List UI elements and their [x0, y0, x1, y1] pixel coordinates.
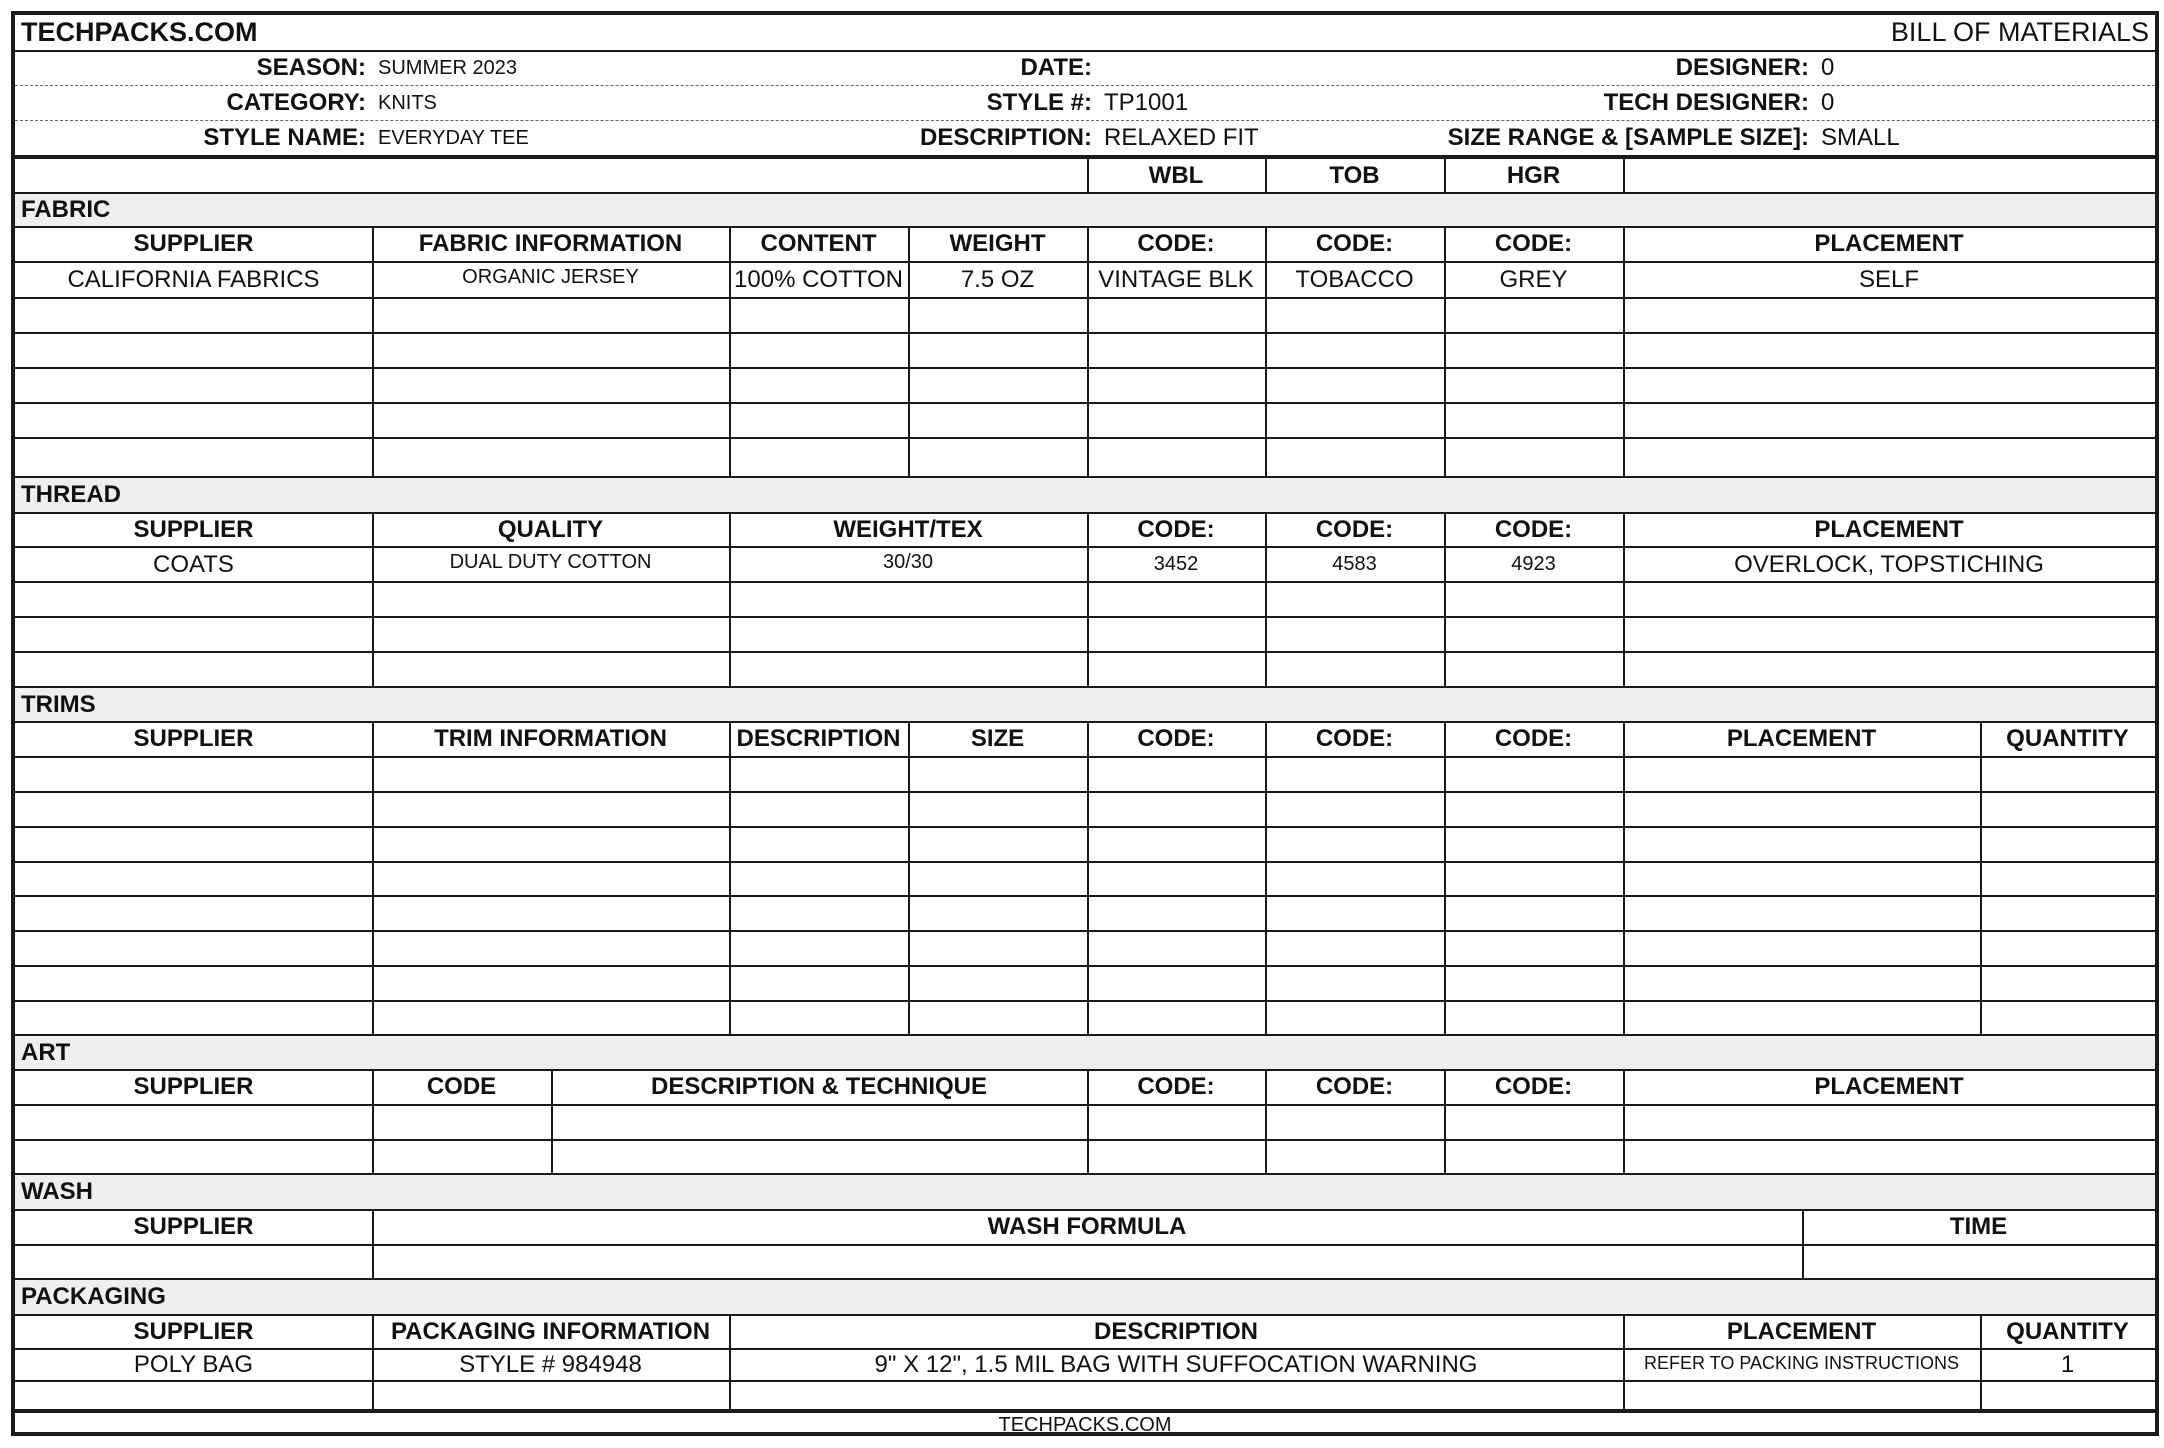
packaging-col-quantity: QUANTITY	[2006, 1317, 2129, 1345]
season-value: SUMMER 2023	[378, 56, 517, 79]
fabric-cell-content: 100% COTTON	[734, 265, 903, 293]
fabric-section-title: FABRIC	[21, 196, 111, 223]
fabric-col-content: CONTENT	[760, 230, 877, 257]
packaging-col-supplier: SUPPLIER	[133, 1317, 254, 1345]
style-name-label: STYLE NAME:	[203, 124, 366, 151]
art-col-code-1: CODE:	[1137, 1073, 1215, 1100]
wash-col-supplier: SUPPLIER	[133, 1213, 254, 1240]
brand-title: TECHPACKS.COM	[21, 17, 258, 47]
date-label: DATE:	[1020, 54, 1092, 81]
fabric-col-code-2: CODE:	[1315, 230, 1394, 257]
thread-col-weight-tex: WEIGHT/TEX	[833, 515, 983, 543]
size-range-value: SMALL	[1821, 124, 1900, 151]
art-col-placement: PLACEMENT	[1814, 1073, 1964, 1100]
fabric-col-code-3: CODE:	[1494, 230, 1573, 257]
trims-col-info: TRIM INFORMATION	[434, 725, 667, 752]
trims-section-title: TRIMS	[21, 690, 96, 718]
thread-col-code-2: CODE:	[1315, 515, 1394, 543]
packaging-cell-quantity: 1	[2060, 1351, 2075, 1378]
packaging-col-description: DESCRIPTION	[1093, 1317, 1258, 1345]
thread-col-placement: PLACEMENT	[1814, 515, 1964, 543]
trims-col-quantity: QUANTITY	[2006, 725, 2129, 752]
fabric-cell-supplier: CALIFORNIA FABRICS	[67, 265, 320, 293]
thread-cell-code-3: 4923	[1511, 553, 1556, 575]
thread-section-title: THREAD	[21, 481, 121, 508]
fabric-col-weight: WEIGHT	[949, 230, 1046, 257]
designer-label: DESIGNER:	[1675, 54, 1809, 81]
tech-designer-label: TECH DESIGNER:	[1603, 89, 1809, 116]
thread-col-code-3: CODE:	[1494, 515, 1573, 543]
trims-col-size: SIZE	[970, 725, 1025, 752]
thread-col-code-1: CODE:	[1137, 515, 1215, 543]
category-value: KNITS	[378, 91, 437, 114]
fabric-cell-code-3: GREY	[1499, 265, 1568, 293]
colorway-hgr: HGR	[1506, 161, 1561, 189]
style-number-value: TP1001	[1104, 89, 1189, 116]
trims-col-code-2: CODE:	[1315, 725, 1394, 752]
packaging-cell-supplier: POLY BAG	[133, 1351, 254, 1378]
art-section-title: ART	[21, 1038, 71, 1066]
art-col-description-technique: DESCRIPTION & TECHNIQUE	[650, 1073, 988, 1100]
fabric-cell-code-1: VINTAGE BLK	[1098, 265, 1254, 293]
trims-col-placement: PLACEMENT	[1726, 725, 1877, 752]
wash-section-title: WASH	[21, 1178, 93, 1205]
bill-of-materials-sheet	[11, 11, 2159, 1436]
fabric-col-supplier: SUPPLIER	[133, 230, 254, 257]
thread-col-supplier: SUPPLIER	[133, 515, 254, 543]
trims-col-code-3: CODE:	[1494, 725, 1573, 752]
art-col-supplier: SUPPLIER	[133, 1073, 254, 1100]
trims-col-code-1: CODE:	[1137, 725, 1215, 752]
style-number-label: STYLE #:	[986, 89, 1092, 116]
trims-col-description: DESCRIPTION	[736, 725, 901, 752]
thread-cell-code-2: 4583	[1332, 553, 1377, 575]
document-title: BILL OF MATERIALS	[1890, 17, 2149, 47]
style-name-value: EVERYDAY TEE	[378, 126, 529, 149]
art-col-code-3: CODE:	[1494, 1073, 1573, 1100]
thread-cell-weight-tex: 30/30	[882, 551, 934, 573]
wash-col-time: TIME	[1949, 1213, 2008, 1240]
size-range-label: SIZE RANGE & [SAMPLE SIZE]:	[1447, 124, 1809, 151]
packaging-col-info: PACKAGING INFORMATION	[390, 1317, 711, 1345]
fabric-col-info: FABRIC INFORMATION	[418, 230, 683, 257]
fabric-cell-code-2: TOBACCO	[1295, 265, 1414, 293]
packaging-cell-placement: REFER TO PACKING INSTRUCTIONS	[1643, 1352, 1960, 1373]
thread-cell-placement: OVERLOCK, TOPSTICHING	[1734, 550, 2044, 578]
footer-text: TECHPACKS.COM	[998, 1413, 1172, 1436]
fabric-cell-info: ORGANIC JERSEY	[462, 266, 639, 288]
fabric-col-code-1: CODE:	[1137, 230, 1215, 257]
description-value: RELAXED FIT	[1104, 124, 1259, 151]
trims-col-supplier: SUPPLIER	[133, 725, 254, 752]
thread-cell-quality: DUAL DUTY COTTON	[449, 551, 652, 573]
description-label: DESCRIPTION:	[919, 124, 1092, 151]
colorway-tob: TOB	[1329, 161, 1380, 189]
art-col-code: CODE	[426, 1073, 497, 1100]
packaging-cell-info: STYLE # 984948	[459, 1351, 642, 1378]
tech-designer-value: 0	[1821, 89, 1835, 116]
thread-cell-code-1: 3452	[1153, 553, 1199, 575]
thread-cell-supplier: COATS	[153, 550, 234, 578]
fabric-cell-placement: SELF	[1858, 265, 1920, 293]
colorway-wbl: WBL	[1148, 161, 1204, 189]
thread-col-quality: QUALITY	[497, 515, 604, 543]
category-label: CATEGORY:	[226, 89, 366, 116]
packaging-col-placement: PLACEMENT	[1726, 1317, 1877, 1345]
wash-col-formula: WASH FORMULA	[987, 1213, 1187, 1240]
fabric-col-placement: PLACEMENT	[1814, 230, 1964, 257]
season-label: SEASON:	[256, 54, 366, 81]
designer-value: 0	[1821, 54, 1835, 81]
fabric-cell-weight: 7.5 OZ	[960, 265, 1035, 293]
art-col-code-2: CODE:	[1315, 1073, 1394, 1100]
packaging-section-title: PACKAGING	[21, 1283, 166, 1310]
packaging-cell-description: 9" X 12", 1.5 MIL BAG WITH SUFFOCATION WARNING	[874, 1351, 1478, 1378]
